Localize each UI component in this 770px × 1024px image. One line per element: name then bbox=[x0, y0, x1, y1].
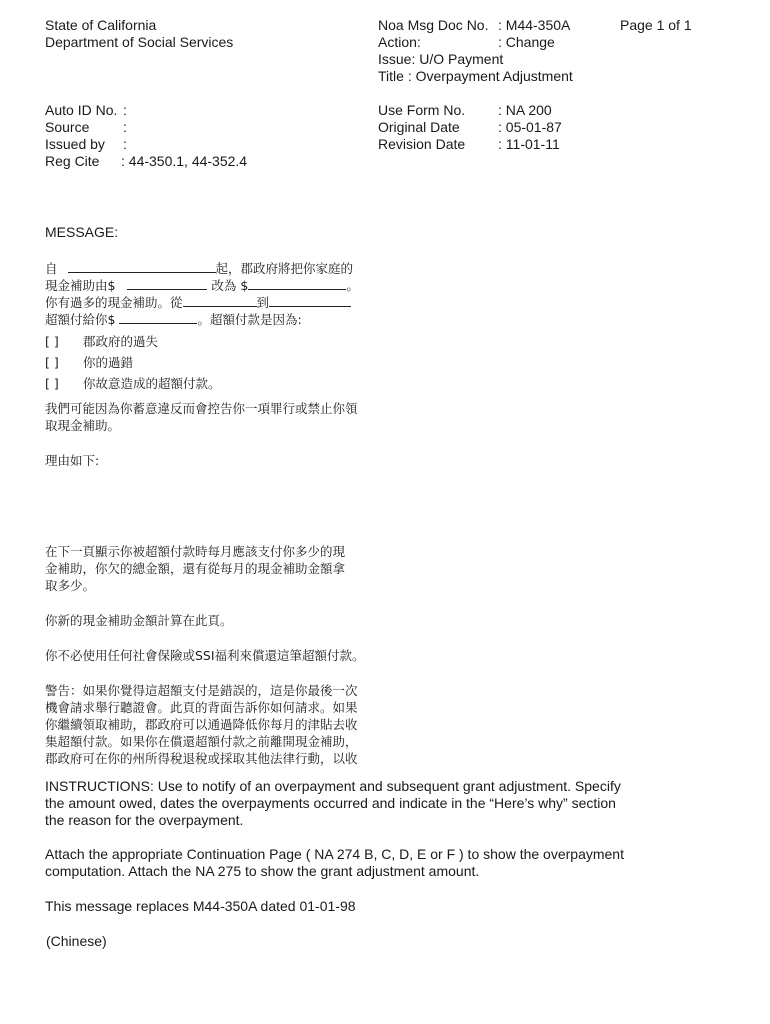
overpay-from-blank bbox=[183, 294, 257, 307]
checkbox-bracket: [ ] bbox=[45, 376, 59, 391]
issued-by-label: Issued by bbox=[45, 136, 105, 152]
warning-line: 警告：如果你覺得這超額支付是錯誤的，這是你最後一次 bbox=[45, 683, 358, 698]
to-label: 到 bbox=[256, 295, 270, 310]
checkbox-label: 你故意造成的超額付款。 bbox=[83, 376, 221, 391]
reg-cite-value: : 44-350.1, 44-352.4 bbox=[121, 153, 248, 169]
paragraph-line: 我們可能因為你蓄意違反而會控告你一項罪行或禁止你領 bbox=[45, 401, 358, 416]
checkbox-bracket: [ ] bbox=[45, 355, 59, 370]
paragraph-line: 取多少。 bbox=[45, 578, 96, 593]
overpaid-amount-label: 超額付給你$ bbox=[45, 312, 116, 327]
instructions-line: the amount owed, dates the overpayments occurred and indicate in the “Here’s why” section bbox=[45, 795, 616, 811]
message-heading: MESSAGE: bbox=[45, 224, 119, 240]
issued-by-value: : bbox=[123, 136, 127, 152]
revision-date-value: : 11-01-11 bbox=[498, 136, 560, 152]
auto-id-label: Auto ID No. bbox=[45, 102, 118, 118]
paragraph-line: 你不必使用任何社會保險或SSI福利來償還這筆超額付款。 bbox=[45, 648, 365, 663]
source-label: Source bbox=[45, 119, 90, 135]
auto-id-value: : bbox=[123, 102, 127, 118]
from-label: 自 bbox=[45, 261, 58, 276]
message-line-3 bbox=[45, 294, 351, 311]
instructions-line: computation. Attach the NA 275 to show the grant adjustment amount. bbox=[45, 863, 480, 879]
paragraph-line: 金補助，你欠的總金額，還有從每月的現金補助金額拿 bbox=[45, 561, 346, 576]
checkbox-label: 郡政府的過失 bbox=[83, 334, 159, 349]
warning-line: 你繼續領取補助，郡政府可以通過降低你每月的津貼去收 bbox=[45, 717, 358, 732]
instructions-line: Attach the appropriate Continuation Page ( NA 274 B, C, D, E or F ) to show the overpayment bbox=[45, 846, 624, 862]
language-note: (Chinese) bbox=[46, 933, 107, 949]
start-date-blank bbox=[68, 260, 216, 273]
period: 。 bbox=[346, 278, 359, 293]
reg-cite-label: Reg Cite bbox=[45, 153, 100, 169]
checkbox-intentional bbox=[45, 375, 221, 392]
warning-line: 集超額付款。如果你在償還超額付款之前離開現金補助， bbox=[45, 734, 358, 749]
doc-no-value: : M44-350A bbox=[498, 17, 571, 33]
paragraph-line: 你新的現金補助金額計算在此頁。 bbox=[45, 613, 233, 628]
agency-name: State of California bbox=[45, 17, 157, 33]
page-number: Page 1 of 1 bbox=[620, 17, 692, 33]
warning-line: 郡政府可在你的州所得稅退稅或採取其他法律行動，以收 bbox=[45, 751, 358, 766]
checkbox-bracket: [ ] bbox=[45, 334, 59, 349]
message-line-1-text: 起，郡政府將把你家庭的 bbox=[215, 261, 354, 276]
original-date-value: : 05-01-87 bbox=[498, 119, 562, 135]
use-form-value: : NA 200 bbox=[498, 102, 552, 118]
original-date-label: Original Date bbox=[378, 119, 460, 135]
message-line-4 bbox=[45, 311, 302, 328]
doc-no-label: Noa Msg Doc No. bbox=[378, 17, 489, 33]
instructions-line: the reason for the overpayment. bbox=[45, 812, 244, 828]
title-line: Title : Overpayment Adjustment bbox=[378, 68, 573, 84]
action-value: : Change bbox=[498, 34, 555, 50]
warning-line: 機會請求舉行聽證會。此頁的背面告訴你如何請求。如果 bbox=[45, 700, 358, 715]
checkbox-label: 你的過錯 bbox=[83, 355, 134, 370]
checkbox-county-error bbox=[45, 333, 158, 350]
message-line-1 bbox=[45, 260, 353, 277]
paragraph-line: 取現金補助。 bbox=[45, 418, 121, 433]
overpay-to-blank bbox=[269, 294, 351, 307]
change-to-label: 改為 $ bbox=[211, 278, 249, 293]
reason-heading: 理由如下: bbox=[45, 453, 100, 468]
checkbox-your-error bbox=[45, 354, 133, 371]
new-amount-blank bbox=[248, 277, 346, 290]
overpaid-from-label: 你有過多的現金補助。從 bbox=[45, 295, 183, 310]
revision-date-label: Revision Date bbox=[378, 136, 466, 152]
issue-line: Issue: U/O Payment bbox=[378, 51, 504, 67]
message-line-2 bbox=[45, 277, 359, 294]
reason-because-label: 。超額付款是因為: bbox=[197, 312, 302, 327]
department-name: Department of Social Services bbox=[45, 34, 234, 50]
instructions-line: INSTRUCTIONS: Use to notify of an overpayment and subsequent grant adjustment. Specify bbox=[45, 778, 621, 794]
source-value: : bbox=[123, 119, 127, 135]
aid-from-label: 現金補助由$ bbox=[45, 278, 116, 293]
use-form-label: Use Form No. bbox=[378, 102, 466, 118]
action-label: Action: bbox=[378, 34, 421, 50]
paragraph-line: 在下一頁顯示你被超額付款時每月應該支付你多少的現 bbox=[45, 544, 346, 559]
replaces-note: This message replaces M44-350A dated 01-01-98 bbox=[45, 898, 356, 914]
overpaid-amount-blank bbox=[119, 311, 197, 324]
old-amount-blank bbox=[127, 277, 207, 290]
